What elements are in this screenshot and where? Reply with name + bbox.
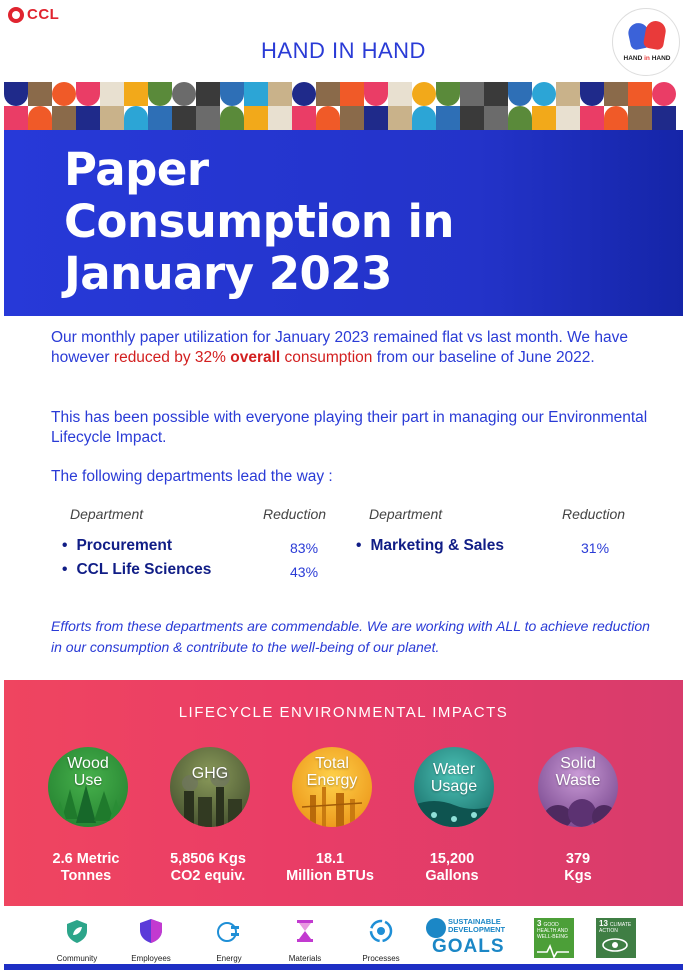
footer-item-materials[interactable] [270, 918, 340, 963]
collage-tile [124, 82, 148, 130]
efforts-statement: Efforts from these departments are commendable. We are working with ALL to achieve reduction in our consumption & contribute to the well-being of our planet. [51, 618, 650, 655]
collage-tile [508, 82, 532, 130]
title-band [4, 130, 683, 316]
shield-icon [138, 918, 164, 944]
footer-item-label: Processes [362, 954, 400, 963]
impact-value: 18.1 Million BTUs [286, 851, 374, 884]
collage-tile [4, 82, 28, 130]
collage-tile [556, 82, 580, 130]
page-title: Paper Consumption in January 2023 [64, 143, 454, 300]
un-globe-icon [426, 918, 446, 938]
solid-waste-icon: Solid Waste [538, 747, 618, 827]
lifecycle-impacts-section [4, 680, 683, 906]
department-name: • Procurement [62, 537, 172, 555]
sdg-logo: SUSTAINABLE DEVELOPMENT GOALS [426, 916, 510, 956]
collage-tile [148, 82, 172, 130]
reduction-column-header: Reduction [562, 506, 626, 522]
intro-paragraph: Our monthly paper utilization for January 2023 remained flat vs last month. We have however reduced by 32% overall consumption from our baseline of June 2022. [51, 329, 628, 366]
collage-tile [28, 82, 52, 130]
sdg13-badge: 13 CLIMATE ACTION [596, 918, 636, 958]
impact-value: 5,8506 Kgs CO2 equiv. [170, 851, 246, 884]
department-reduction: 31% [581, 540, 610, 556]
department-column-header: Department [70, 506, 144, 522]
impact-value: 379 Kgs [564, 851, 592, 884]
collage-tile [76, 82, 100, 130]
collage-tile [268, 82, 292, 130]
red-hand-icon [643, 19, 668, 50]
impacts-title: LIFECYCLE ENVIRONMENTAL IMPACTS [178, 704, 509, 721]
department-reduction: 83% [290, 540, 319, 556]
bottom-accent-bar [4, 964, 683, 970]
heartbeat-icon [537, 943, 569, 959]
collage-tile [580, 82, 604, 130]
collage-tile [196, 82, 220, 130]
footer-item-employees[interactable] [116, 918, 186, 963]
reduction-column-header: Reduction [263, 506, 327, 522]
footer-item-label: Employees [131, 954, 171, 963]
collage-tile [412, 82, 436, 130]
collage-tile [652, 82, 676, 130]
sdg3-badge: 3 GOOD HEALTH AND WELL-BEING [534, 918, 574, 958]
wood-use-icon: Wood Use [48, 747, 128, 827]
photo-collage-strip [4, 82, 683, 130]
department-name: • CCL Life Sciences [62, 561, 211, 579]
footer-item-label: Energy [216, 954, 242, 963]
footer-item-label: Community [56, 954, 98, 963]
campaign-title: HAND IN HAND [261, 38, 426, 63]
collage-tile [316, 82, 340, 130]
recycle-icon [368, 918, 394, 944]
collage-tile [220, 82, 244, 130]
participation-paragraph: This has been possible with everyone playing their part in managing our Environmental Lifecycle Impact. [51, 409, 648, 446]
department-column-header: Department [369, 506, 443, 522]
total-energy-icon: Total Energy [292, 747, 372, 827]
footer-item-community[interactable] [42, 918, 112, 963]
badge-text: HAND in HAND [623, 55, 671, 62]
collage-tile [292, 82, 316, 130]
plug-icon [216, 918, 242, 944]
impact-value: 15,200 Gallons [425, 851, 479, 884]
impact-value: 2.6 Metric Tonnes [52, 851, 120, 884]
logo-text: CCL [27, 6, 60, 23]
footer-item-energy[interactable] [194, 918, 264, 963]
collage-tile [364, 82, 388, 130]
ccl-logo[interactable] [8, 6, 59, 23]
collage-tile [52, 82, 76, 130]
collage-tile [532, 82, 556, 130]
collage-tile [388, 82, 412, 130]
collage-tile [628, 82, 652, 130]
collage-tile [172, 82, 196, 130]
ghg-icon: GHG [170, 747, 250, 827]
department-reduction: 43% [290, 564, 319, 580]
hourglass-icon [292, 918, 318, 944]
collage-tile [100, 82, 124, 130]
collage-tile [484, 82, 508, 130]
header [0, 0, 687, 82]
footer-item-processes[interactable] [346, 918, 416, 963]
hand-in-hand-badge-icon [612, 8, 680, 76]
leaf-shield-icon [64, 918, 90, 944]
department-name: • Marketing & Sales [356, 537, 504, 555]
eye-globe-icon [599, 937, 631, 953]
water-usage-icon: Water Usage [414, 747, 494, 827]
footer [4, 906, 683, 966]
collage-tile [340, 82, 364, 130]
collage-tile [244, 82, 268, 130]
collage-tile [604, 82, 628, 130]
footer-item-label: Materials [288, 954, 322, 963]
leading-departments-intro: The following departments lead the way : [51, 468, 333, 485]
collage-tile [460, 82, 484, 130]
collage-tile [436, 82, 460, 130]
ccl-logo-icon [8, 7, 24, 23]
